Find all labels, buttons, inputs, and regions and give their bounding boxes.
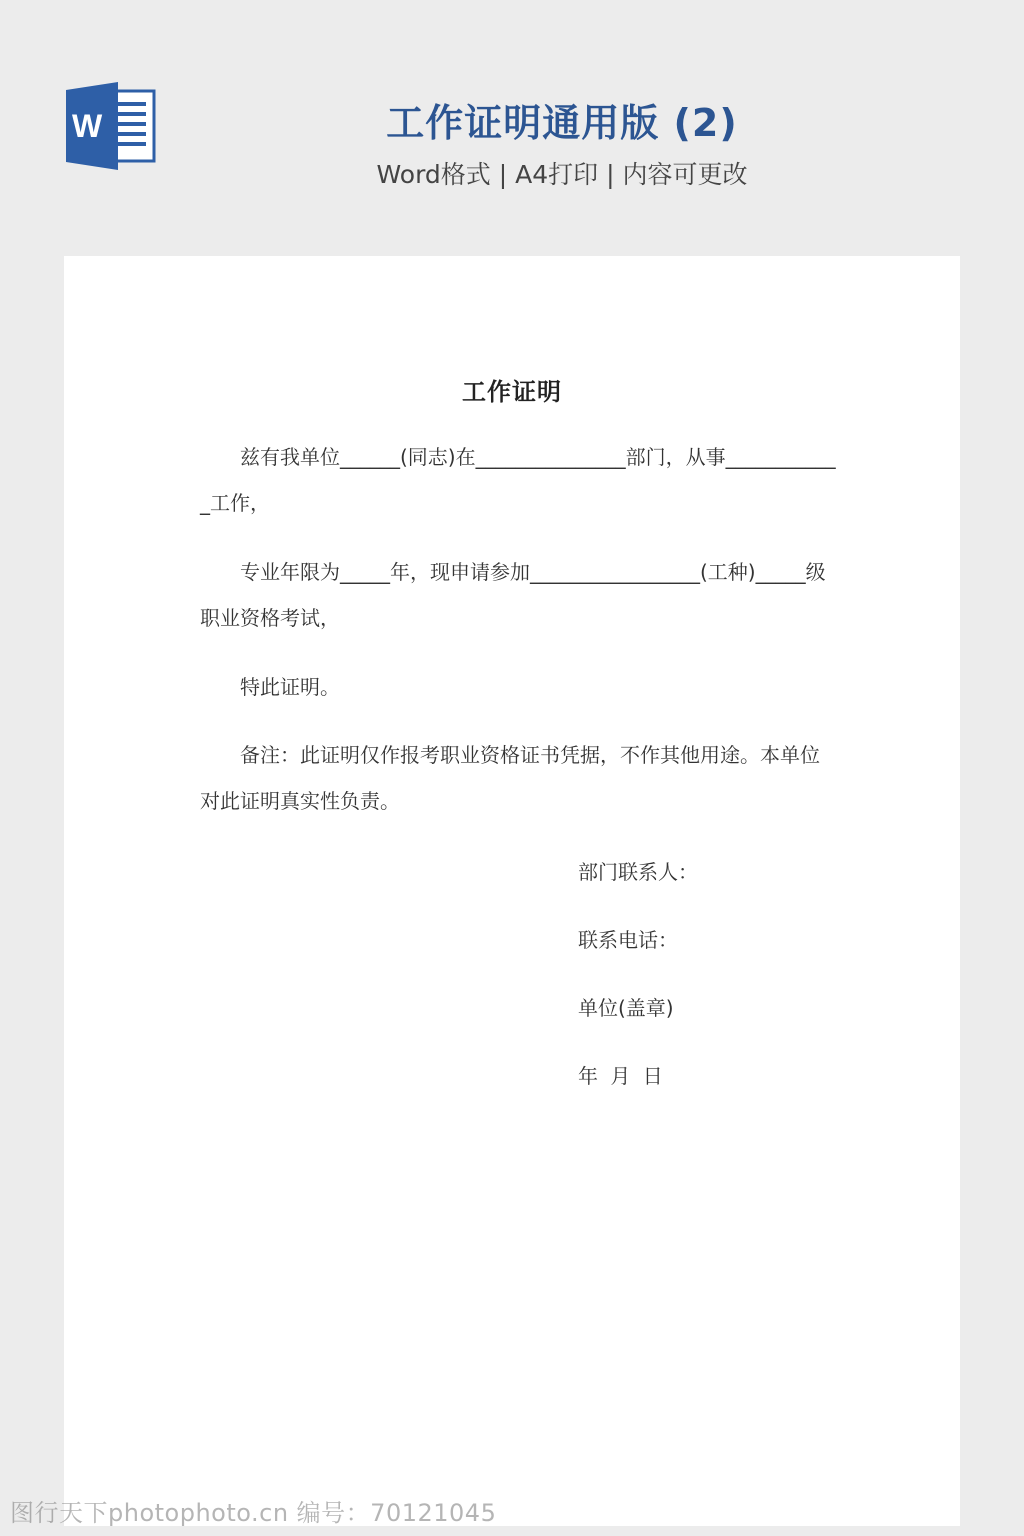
document-title: 工作证明 bbox=[462, 378, 562, 406]
document-page bbox=[64, 256, 960, 1526]
paragraph-certify: 特此证明。 bbox=[240, 675, 340, 699]
date-label: 年 月 日 bbox=[578, 1064, 663, 1088]
paragraph-employment: 兹有我单位______(同志)在_______________部门，从事____________工作， bbox=[200, 445, 836, 515]
watermark-text: 图行天下photophoto.cn 编号：70121045 bbox=[10, 1499, 497, 1527]
unit-seal-label: 单位(盖章) bbox=[578, 996, 674, 1020]
page-subtitle: Word格式 | A4打印 | 内容可更改 bbox=[376, 160, 748, 189]
page-title: 工作证明通用版 (2) bbox=[386, 101, 738, 145]
paragraph-remark: 备注：此证明仅作报考职业资格证书凭据，不作其他用途。本单位对此证明真实性负责。 bbox=[200, 743, 820, 813]
word-logo-letter: W bbox=[72, 108, 103, 144]
contact-person-label: 部门联系人： bbox=[578, 860, 698, 884]
paragraph-exam: 专业年限为_____年，现申请参加_________________(工种)_____级职业资格考试， bbox=[200, 560, 826, 630]
contact-phone-label: 联系电话： bbox=[578, 928, 678, 952]
